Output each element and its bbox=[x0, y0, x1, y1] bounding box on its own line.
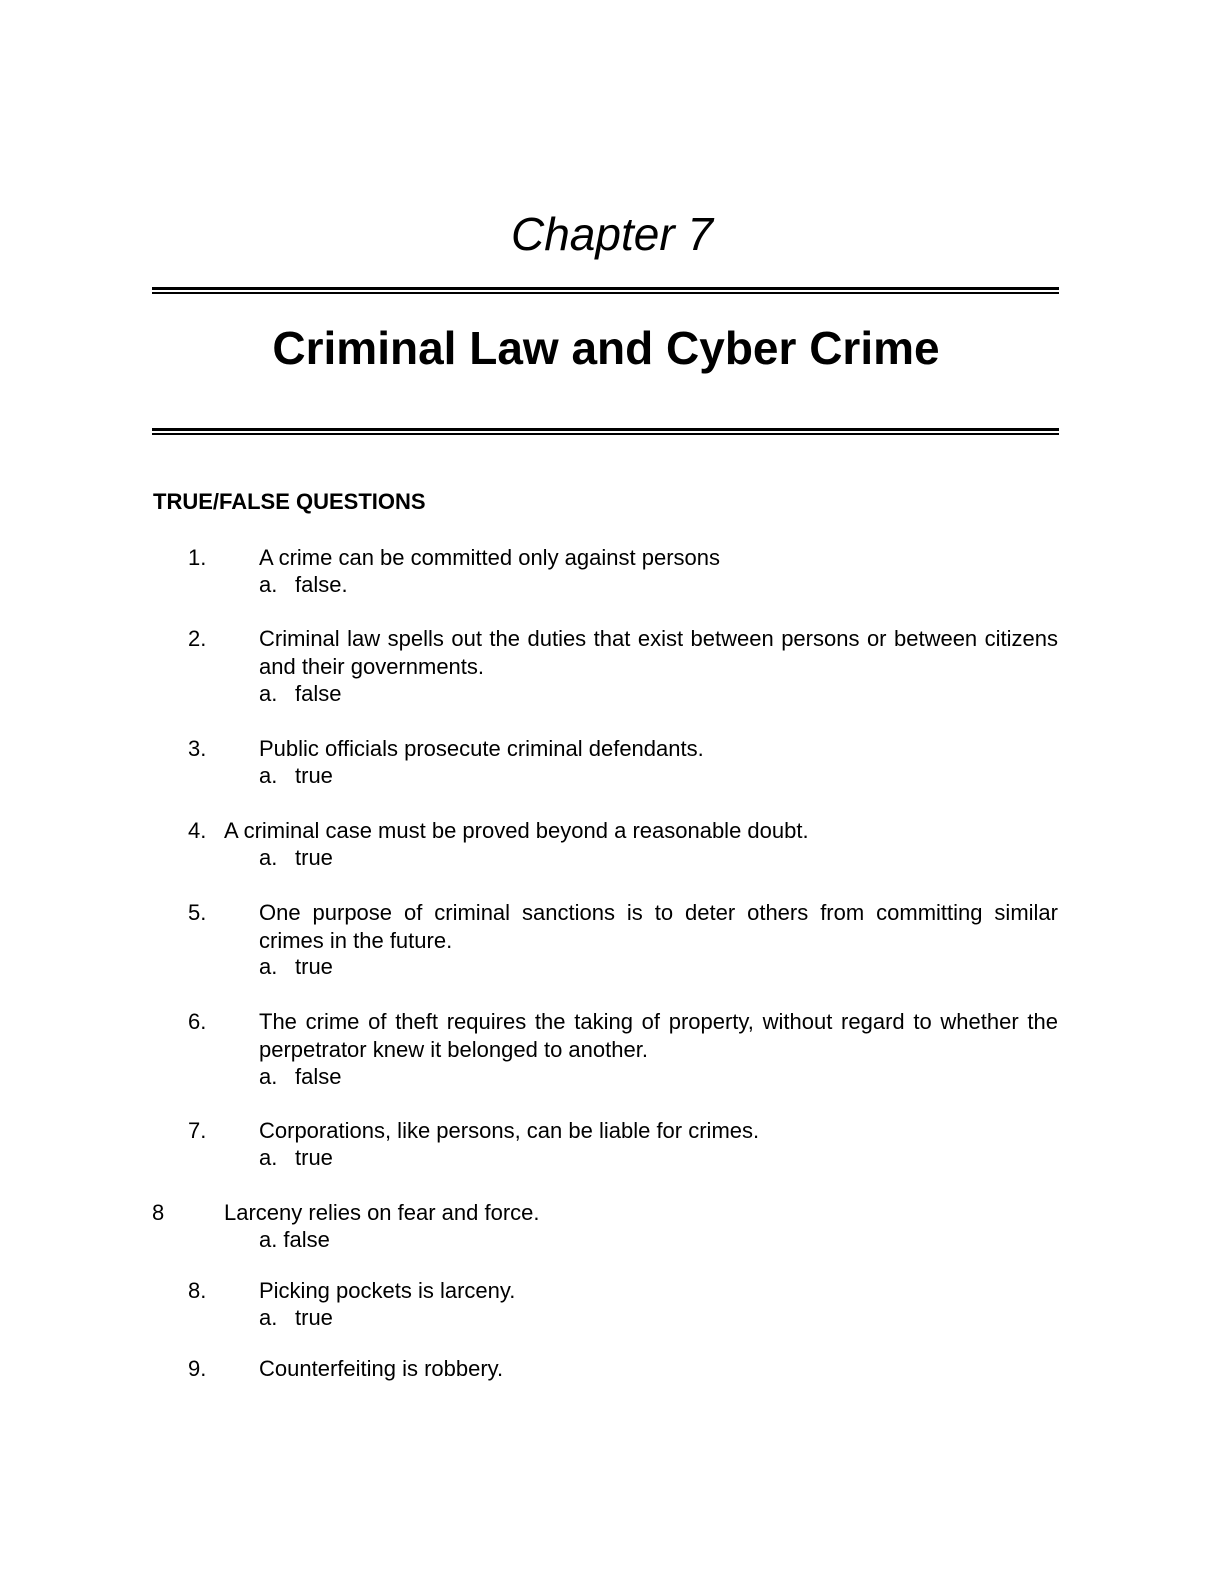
chapter-title: Criminal Law and Cyber Crime bbox=[272, 322, 940, 374]
question-text: The crime of theft requires the taking of property, without regard to whether the perpetrator knew it belonged to another. bbox=[259, 1009, 1058, 1062]
answer-value: true bbox=[295, 1305, 333, 1330]
answer-value: false. bbox=[295, 572, 348, 597]
answer-line bbox=[259, 1063, 341, 1091]
answer-line bbox=[259, 953, 333, 981]
question-number: 1. bbox=[188, 545, 207, 570]
answer-letter: a. bbox=[259, 681, 278, 706]
answer-value: false bbox=[283, 1227, 330, 1252]
answer-letter: a. bbox=[259, 1064, 278, 1089]
question-number: 4. bbox=[188, 818, 207, 843]
question-text: Public officials prosecute criminal defendants. bbox=[259, 736, 704, 761]
answer-letter: a. bbox=[259, 1227, 278, 1252]
question-text: A criminal case must be proved beyond a reasonable doubt. bbox=[224, 818, 809, 843]
question-number: 9. bbox=[188, 1356, 207, 1381]
answer-line bbox=[259, 1144, 333, 1172]
answer-line bbox=[259, 1304, 333, 1332]
answer-letter: a. bbox=[259, 572, 278, 597]
answer-line bbox=[259, 680, 341, 708]
question-text: Criminal law spells out the duties that exist between persons or between citizens and their governments. bbox=[259, 626, 1058, 679]
answer-value: true bbox=[295, 1145, 333, 1170]
answer-letter: a. bbox=[259, 763, 278, 788]
chapter-label: Chapter 7 bbox=[510, 208, 713, 260]
answer-line bbox=[259, 762, 333, 790]
answer-line bbox=[259, 571, 348, 599]
answer-value: true bbox=[295, 845, 333, 870]
question-text: Larceny relies on fear and force. bbox=[224, 1200, 540, 1225]
question-text: One purpose of criminal sanctions is to deter others from committing similar crimes in the future. bbox=[259, 900, 1058, 953]
answer-letter: a. bbox=[259, 845, 278, 870]
question-number: 2. bbox=[188, 626, 207, 651]
answer-line bbox=[259, 844, 333, 872]
answer-value: false bbox=[295, 681, 342, 706]
question-text: A crime can be committed only against persons bbox=[259, 545, 721, 570]
question-number: 5. bbox=[188, 900, 207, 925]
question-number: 6. bbox=[188, 1009, 207, 1034]
answer-letter: a. bbox=[259, 954, 278, 979]
question-text: Counterfeiting is robbery. bbox=[259, 1356, 504, 1381]
answer-line bbox=[259, 1226, 330, 1254]
question-number: 8. bbox=[188, 1278, 207, 1303]
answer-value: false bbox=[295, 1064, 342, 1089]
answer-letter: a. bbox=[259, 1305, 278, 1330]
answer-letter: a. bbox=[259, 1145, 278, 1170]
question-text: Picking pockets is larceny. bbox=[259, 1278, 516, 1303]
question-number: 3. bbox=[188, 736, 207, 761]
section-heading: TRUE/FALSE QUESTIONS bbox=[153, 489, 426, 514]
question-text: Corporations, like persons, can be liable for crimes. bbox=[259, 1118, 760, 1143]
question-number: 7. bbox=[188, 1118, 207, 1143]
answer-value: true bbox=[295, 954, 333, 979]
question-number: 8 bbox=[152, 1200, 165, 1225]
answer-value: true bbox=[295, 763, 333, 788]
